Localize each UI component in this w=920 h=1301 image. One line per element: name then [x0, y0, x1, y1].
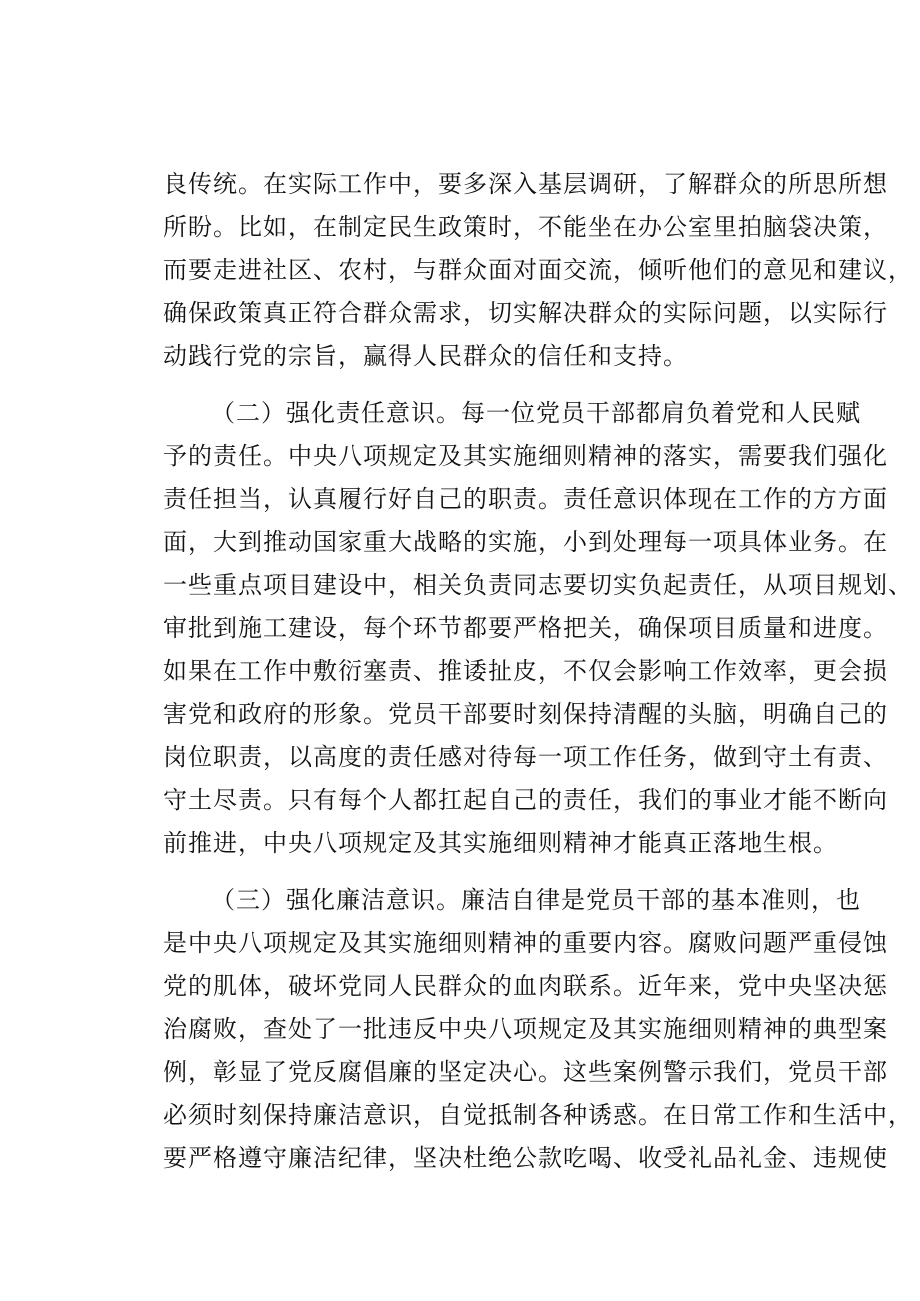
paragraph-1 — [163, 163, 913, 378]
text-line: 治腐败，查处了一批违反中央八项规定及其实施细则精神的典型案 — [163, 1015, 888, 1043]
text-line: （二）强化责任意识。每一位党员干部都肩负着党和人民赋 — [211, 399, 861, 427]
text-line: 如果在工作中敷衍塞责、推诿扯皮，不仅会影响工作效率，更会损 — [163, 657, 888, 685]
text-line: 予的责任。中央八项规定及其实施细则精神的落实，需要我们强化 — [163, 442, 888, 470]
text-line: 必须时刻保持廉洁意识，自觉抵制各种诱惑。在日常工作和生活中， — [163, 1101, 913, 1129]
text-line: 岗位职责，以高度的责任感对待每一项工作任务，做到守土有责、 — [163, 743, 888, 771]
text-line: 动践行党的宗旨，赢得人民群众的信任和支持。 — [163, 342, 688, 370]
paragraph-3 — [163, 879, 913, 1180]
paragraph-gap — [163, 865, 803, 879]
text-line: 所盼。比如，在制定民生政策时，不能坐在办公室里拍脑袋决策， — [163, 213, 888, 241]
text-line: 面，大到推动国家重大战略的实施，小到处理每一项具体业务。在 — [163, 528, 888, 556]
text-line: 确保政策真正符合群众需求，切实解决群众的实际问题，以实际行 — [163, 299, 888, 327]
text-line: 而要走进社区、农村，与群众面对面交流，倾听他们的意见和建议， — [163, 256, 913, 284]
text-line: 审批到施工建设，每个环节都要严格把关，确保项目质量和进度。 — [163, 614, 888, 642]
text-line: 害党和政府的形象。党员干部要时刻保持清醒的头脑，明确自己的 — [163, 700, 888, 728]
text-line: 党的肌体，破坏党同人民群众的血肉联系。近年来，党中央坚决惩 — [163, 972, 888, 1000]
text-line: 要严格遵守廉洁纪律，坚决杜绝公款吃喝、收受礼品礼金、违规使 — [163, 1144, 888, 1172]
text-line: （三）强化廉洁意识。廉洁自律是党员干部的基本准则，也 — [211, 886, 861, 914]
text-line: 例，彰显了党反腐倡廉的坚定决心。这些案例警示我们，党员干部 — [163, 1058, 888, 1086]
paragraph-2 — [163, 392, 913, 865]
paragraph-gap — [163, 378, 803, 392]
text-line: 前推进，中央八项规定及其实施细则精神才能真正落地生根。 — [163, 829, 838, 857]
text-line: 责任担当，认真履行好自己的职责。责任意识体现在工作的方方面 — [163, 485, 888, 513]
text-line: 是中央八项规定及其实施细则精神的重要内容。腐败问题严重侵蚀 — [163, 929, 888, 957]
text-line: 一些重点项目建设中，相关负责同志要切实负起责任，从项目规划、 — [163, 571, 913, 599]
document-body — [163, 163, 913, 1180]
text-line: 良传统。在实际工作中，要多深入基层调研，了解群众的所思所想 — [163, 170, 888, 198]
text-line: 守土尽责。只有每个人都扛起自己的责任，我们的事业才能不断向 — [163, 786, 888, 814]
